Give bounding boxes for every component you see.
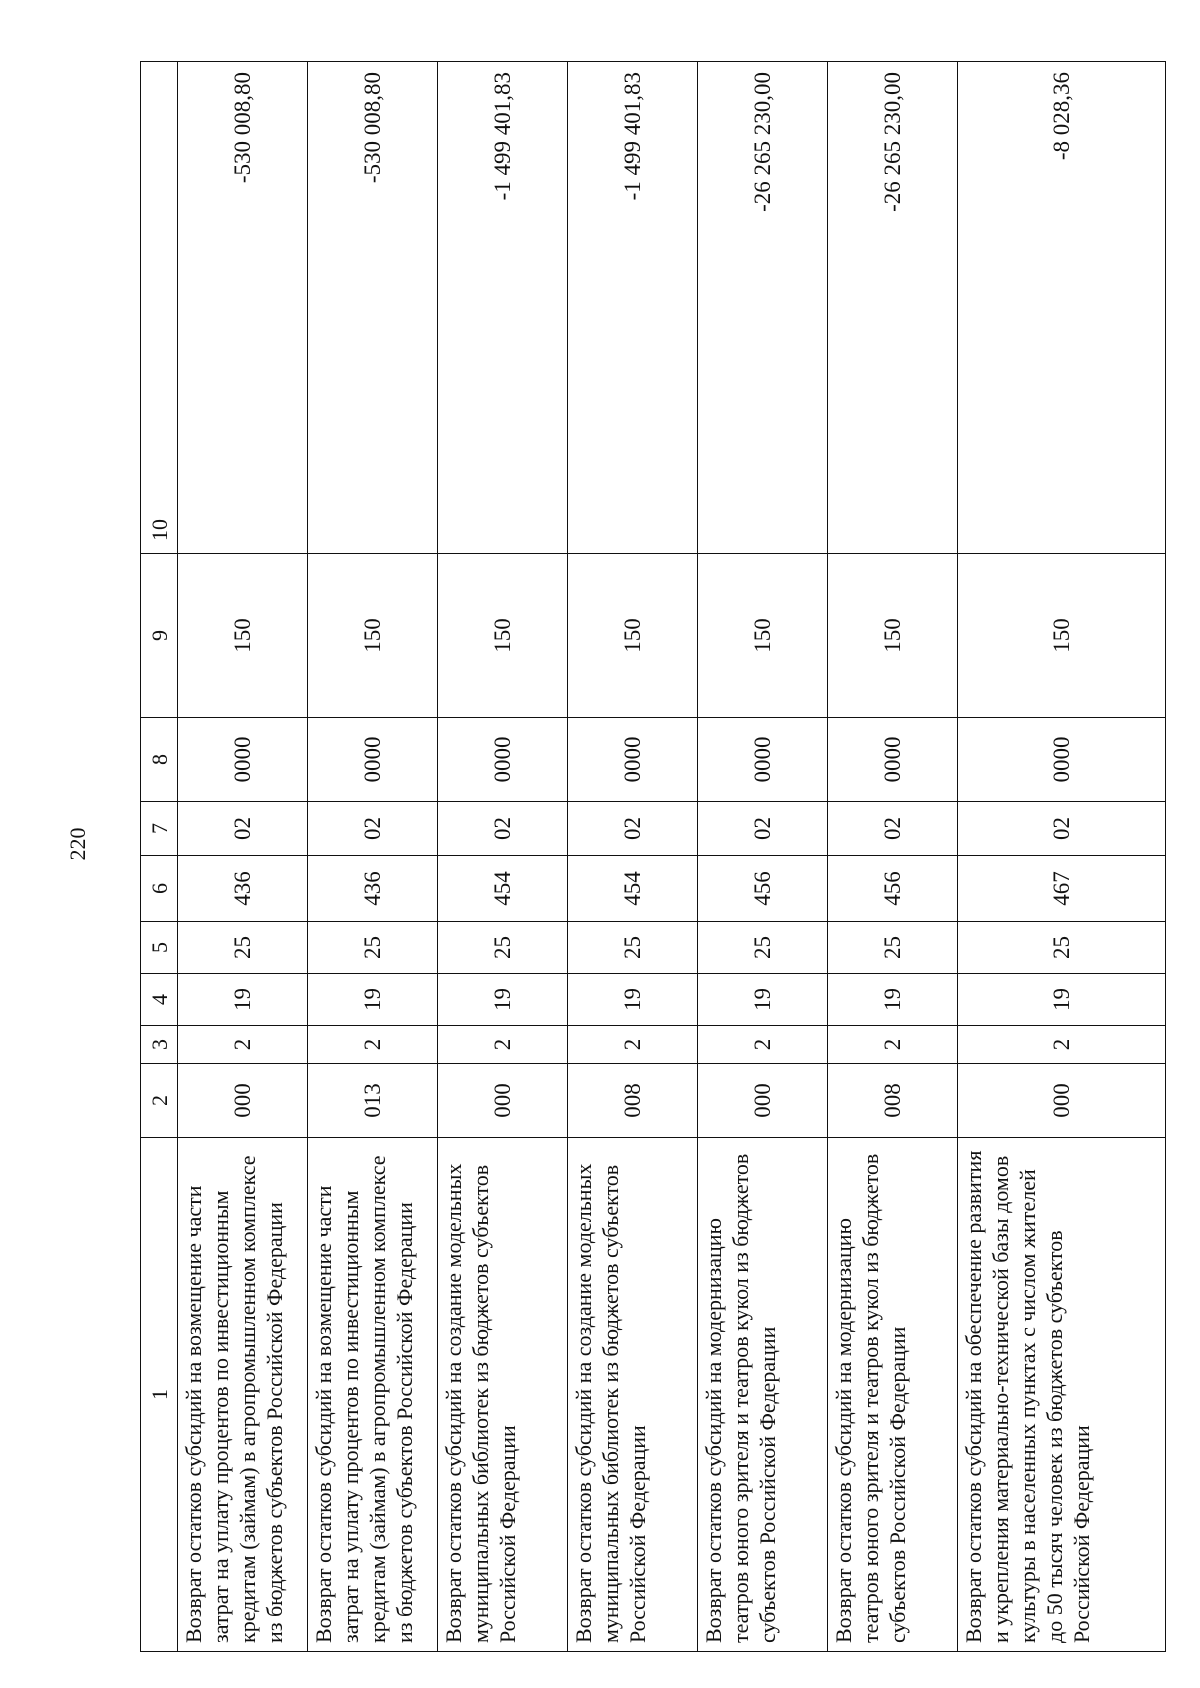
code-cell: 25 [178, 922, 308, 974]
code-cell: 436 [308, 856, 438, 922]
column-header: 6 [141, 856, 178, 922]
column-header: 5 [141, 922, 178, 974]
code-cell: 454 [568, 856, 698, 922]
code-cell: 2 [958, 1026, 1166, 1064]
code-cell: 2 [438, 1026, 568, 1064]
code-cell: 25 [958, 922, 1166, 974]
code-cell: 000 [438, 1064, 568, 1138]
code-cell: 25 [698, 922, 828, 974]
code-cell: 2 [308, 1026, 438, 1064]
code-cell: 25 [438, 922, 568, 974]
column-header: 4 [141, 974, 178, 1026]
code-cell: 19 [568, 974, 698, 1026]
column-header: 2 [141, 1064, 178, 1138]
amount-cell: -530 008,80 [178, 62, 308, 554]
amount-cell: -1 499 401,83 [568, 62, 698, 554]
code-cell: 0000 [178, 718, 308, 802]
amount-cell: -8 028,36 [958, 62, 1166, 554]
column-header: 9 [141, 554, 178, 718]
table-row [568, 62, 698, 1652]
table-row [308, 62, 438, 1652]
code-cell: 19 [828, 974, 958, 1026]
code-cell: 456 [698, 856, 828, 922]
table-header-row [141, 62, 178, 1652]
row-description: Возврат остатков субсидий на модернизацию театров юного зрителя и театров кукол из бюджетов субъектов Российской Федерации [828, 1138, 958, 1652]
code-cell: 02 [958, 802, 1166, 856]
code-cell: 0000 [698, 718, 828, 802]
code-cell: 25 [568, 922, 698, 974]
code-cell: 02 [568, 802, 698, 856]
code-cell: 000 [698, 1064, 828, 1138]
row-description: Возврат остатков субсидий на создание модельных муниципальных библиотек из бюджетов субъектов Российской Федерации [438, 1138, 568, 1652]
code-cell: 02 [698, 802, 828, 856]
column-header: 7 [141, 802, 178, 856]
code-cell: 467 [958, 856, 1166, 922]
amount-cell: -26 265 230,00 [828, 62, 958, 554]
code-cell: 0000 [438, 718, 568, 802]
column-header: 1 [141, 1138, 178, 1652]
code-cell: 150 [698, 554, 828, 718]
amount-cell: -1 499 401,83 [438, 62, 568, 554]
table-row [438, 62, 568, 1652]
code-cell: 150 [178, 554, 308, 718]
code-cell: 150 [958, 554, 1166, 718]
code-cell: 0000 [958, 718, 1166, 802]
row-description: Возврат остатков субсидий на создание модельных муниципальных библиотек из бюджетов субъектов Российской Федерации [568, 1138, 698, 1652]
code-cell: 2 [698, 1026, 828, 1064]
table-row [958, 62, 1166, 1652]
code-cell: 0000 [568, 718, 698, 802]
page-number: 220 [65, 827, 90, 861]
table-row [178, 62, 308, 1652]
code-cell: 19 [178, 974, 308, 1026]
code-cell: 25 [828, 922, 958, 974]
code-cell: 0000 [828, 718, 958, 802]
code-cell: 008 [828, 1064, 958, 1138]
code-cell: 19 [698, 974, 828, 1026]
table-row [698, 62, 828, 1652]
amount-cell: -530 008,80 [308, 62, 438, 554]
code-cell: 150 [308, 554, 438, 718]
code-cell: 19 [308, 974, 438, 1026]
rotated-page-content [140, 62, 1094, 1652]
code-cell: 25 [308, 922, 438, 974]
row-description: Возврат остатков субсидий на модернизацию театров юного зрителя и театров кукол из бюджетов субъектов Российской Федерации [698, 1138, 828, 1652]
code-cell: 02 [438, 802, 568, 856]
code-cell: 150 [438, 554, 568, 718]
code-cell: 02 [308, 802, 438, 856]
code-cell: 454 [438, 856, 568, 922]
amount-cell: -26 265 230,00 [698, 62, 828, 554]
code-cell: 008 [568, 1064, 698, 1138]
code-cell: 19 [958, 974, 1166, 1026]
code-cell: 150 [568, 554, 698, 718]
row-description: Возврат остатков субсидий на обеспечение развития и укрепления материально-технической базы домов культуры в населенных пунктах с числом жителей до 50 тысяч человек из бюджетов субъектов Российской Федерации [958, 1138, 1166, 1652]
budget-table [140, 61, 1166, 1652]
code-cell: 013 [308, 1064, 438, 1138]
code-cell: 02 [178, 802, 308, 856]
column-header: 3 [141, 1026, 178, 1064]
column-header: 10 [141, 62, 178, 554]
column-header: 8 [141, 718, 178, 802]
code-cell: 436 [178, 856, 308, 922]
row-description: Возврат остатков субсидий на возмещение части затрат на уплату процентов по инвестиционным кредитам (займам) в агропромышленном комплексе из бюджетов субъектов Российской Федерации [308, 1138, 438, 1652]
code-cell: 2 [828, 1026, 958, 1064]
code-cell: 2 [178, 1026, 308, 1064]
row-description: Возврат остатков субсидий на возмещение части затрат на уплату процентов по инвестиционным кредитам (займам) в агропромышленном комплексе из бюджетов субъектов Российской Федерации [178, 1138, 308, 1652]
code-cell: 150 [828, 554, 958, 718]
code-cell: 456 [828, 856, 958, 922]
code-cell: 19 [438, 974, 568, 1026]
code-cell: 000 [958, 1064, 1166, 1138]
table-row [828, 62, 958, 1652]
code-cell: 000 [178, 1064, 308, 1138]
code-cell: 0000 [308, 718, 438, 802]
code-cell: 2 [568, 1026, 698, 1064]
code-cell: 02 [828, 802, 958, 856]
